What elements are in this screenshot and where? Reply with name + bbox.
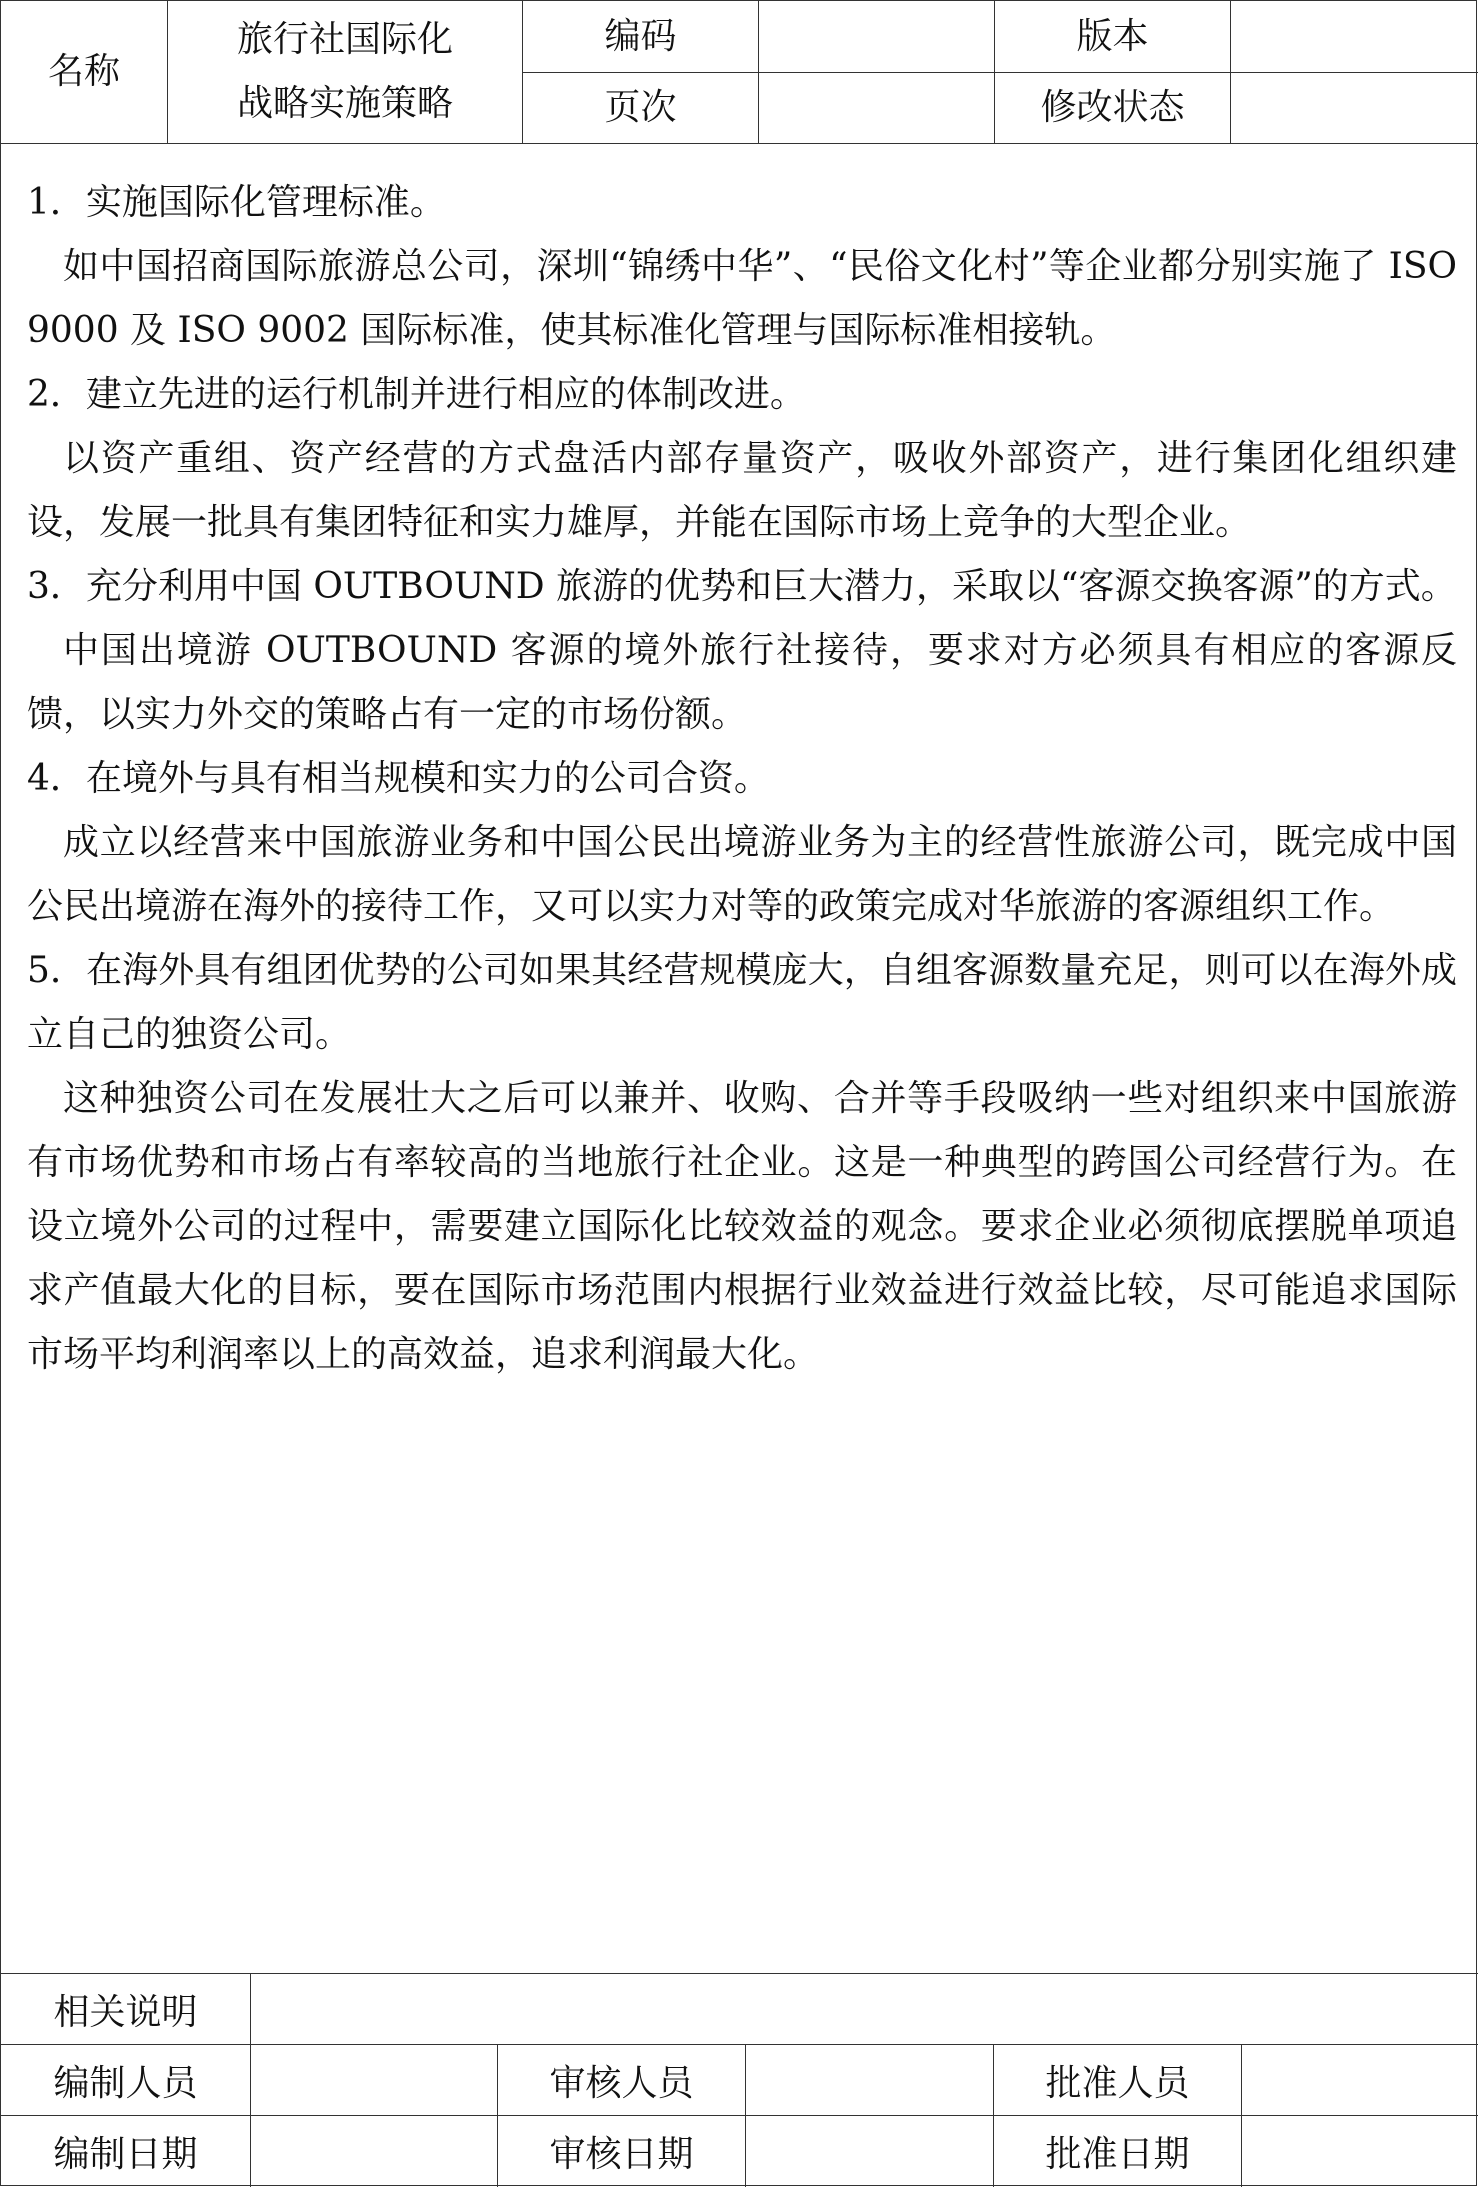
notes-label-cell (1, 1974, 251, 2044)
date-row (1, 2116, 1478, 2187)
review-date-label: 审核日期 (549, 2134, 694, 2175)
editor-label-cell (1, 2045, 251, 2115)
page-value-cell (759, 72, 995, 143)
name-label: 名称 (47, 51, 120, 92)
reviewer-value-cell (746, 2045, 994, 2115)
version-label: 版本 (1076, 15, 1149, 57)
approver-label-cell (994, 2045, 1242, 2115)
approve-date-value-cell (1242, 2116, 1478, 2187)
edit-date-label-cell (1, 2116, 251, 2187)
reviewer-label-cell (498, 2045, 746, 2115)
code-value-cell (759, 1, 995, 72)
title-line-1: 旅行社国际化 (236, 19, 453, 60)
paragraph-2: 以资产重组、资产经营的方式盘活内部存量资产，吸收外部资产，进行集团化组织建设，发展一批具有集团特征和实力雄厚，并能在国际市场上竞争的大型企业。 (27, 438, 1457, 543)
approve-date-label: 批准日期 (1045, 2134, 1190, 2175)
footer-table (1, 1973, 1478, 2187)
paragraph-5: 这种独资公司在发展壮大之后可以兼并、收购、合并等手段吸纳一些对组织来中国旅游有市场优势和市场占有率较高的当地旅行社企业。这是一种典型的跨国公司经营行为。在设立境外公司的过程中，需要建立国际化比较效益的观念。要求企业必须彻底摆脱单项追求产值最大化的目标，要在国际市场范围内根据行业效益进行效益比较，尽可能追求国际市场平均利润率以上的高效益，追求利润最大化。 (27, 1078, 1457, 1375)
document-body (27, 171, 1457, 1387)
title-line-2: 战略实施策略 (236, 83, 453, 124)
revision-label-cell (995, 72, 1231, 143)
heading-1: 1．实施国际化管理标准。 (27, 182, 446, 223)
review-date-value-cell (746, 2116, 994, 2187)
heading-4: 4．在境外与具有相当规模和实力的公司合资。 (27, 758, 770, 799)
approve-date-label-cell (994, 2116, 1242, 2187)
document-title (237, 8, 453, 136)
edit-date-value-cell (251, 2116, 498, 2187)
reviewer-label: 审核人员 (549, 2062, 694, 2104)
version-value-cell (1231, 1, 1477, 72)
paragraph-4: 成立以经营来中国旅游业务和中国公民出境游业务为主的经营性旅游公司，既完成中国公民出境游在海外的接待工作，又可以实力对等的政策完成对华旅游的客源组织工作。 (27, 822, 1457, 927)
approver-label: 批准人员 (1045, 2062, 1190, 2104)
review-date-label-cell (498, 2116, 746, 2187)
staff-row (1, 2045, 1478, 2115)
notes-value-cell (251, 1974, 1478, 2044)
code-label: 编码 (604, 15, 677, 57)
edit-date-label: 编制日期 (53, 2134, 198, 2175)
heading-3: 3．充分利用中国 OUTBOUND 旅游的优势和巨大潜力，采取以“客源交换客源”的方式。 (27, 566, 1457, 607)
page-label: 页次 (604, 86, 677, 128)
title-cell (168, 1, 523, 143)
notes-label: 相关说明 (53, 1991, 198, 2033)
revision-label: 修改状态 (1040, 86, 1185, 128)
notes-row (1, 1974, 1478, 2044)
heading-2: 2．建立先进的运行机制并进行相应的体制改进。 (27, 374, 806, 415)
paragraph-1: 如中国招商国际旅游总公司，深圳“锦绣中华”、“民俗文化村”等企业都分别实施了 ISO 9000 及 ISO 9002 国际标准，使其标准化管理与国际标准相接轨。 (27, 246, 1457, 351)
page-label-cell (523, 72, 759, 143)
version-label-cell (995, 1, 1231, 72)
paragraph-3: 中国出境游 OUTBOUND 客源的境外旅行社接待，要求对方必须具有相应的客源反馈，以实力外交的策略占有一定的市场份额。 (27, 630, 1457, 735)
editor-label: 编制人员 (53, 2062, 198, 2104)
code-label-cell (523, 1, 759, 72)
heading-5: 5．在海外具有组团优势的公司如果其经营规模庞大，自组客源数量充足，则可以在海外成立自己的独资公司。 (27, 950, 1457, 1055)
editor-value-cell (251, 2045, 498, 2115)
approver-value-cell (1242, 2045, 1478, 2115)
revision-value-cell (1231, 72, 1477, 143)
name-label-cell (1, 1, 168, 143)
header-table (1, 1, 1478, 144)
